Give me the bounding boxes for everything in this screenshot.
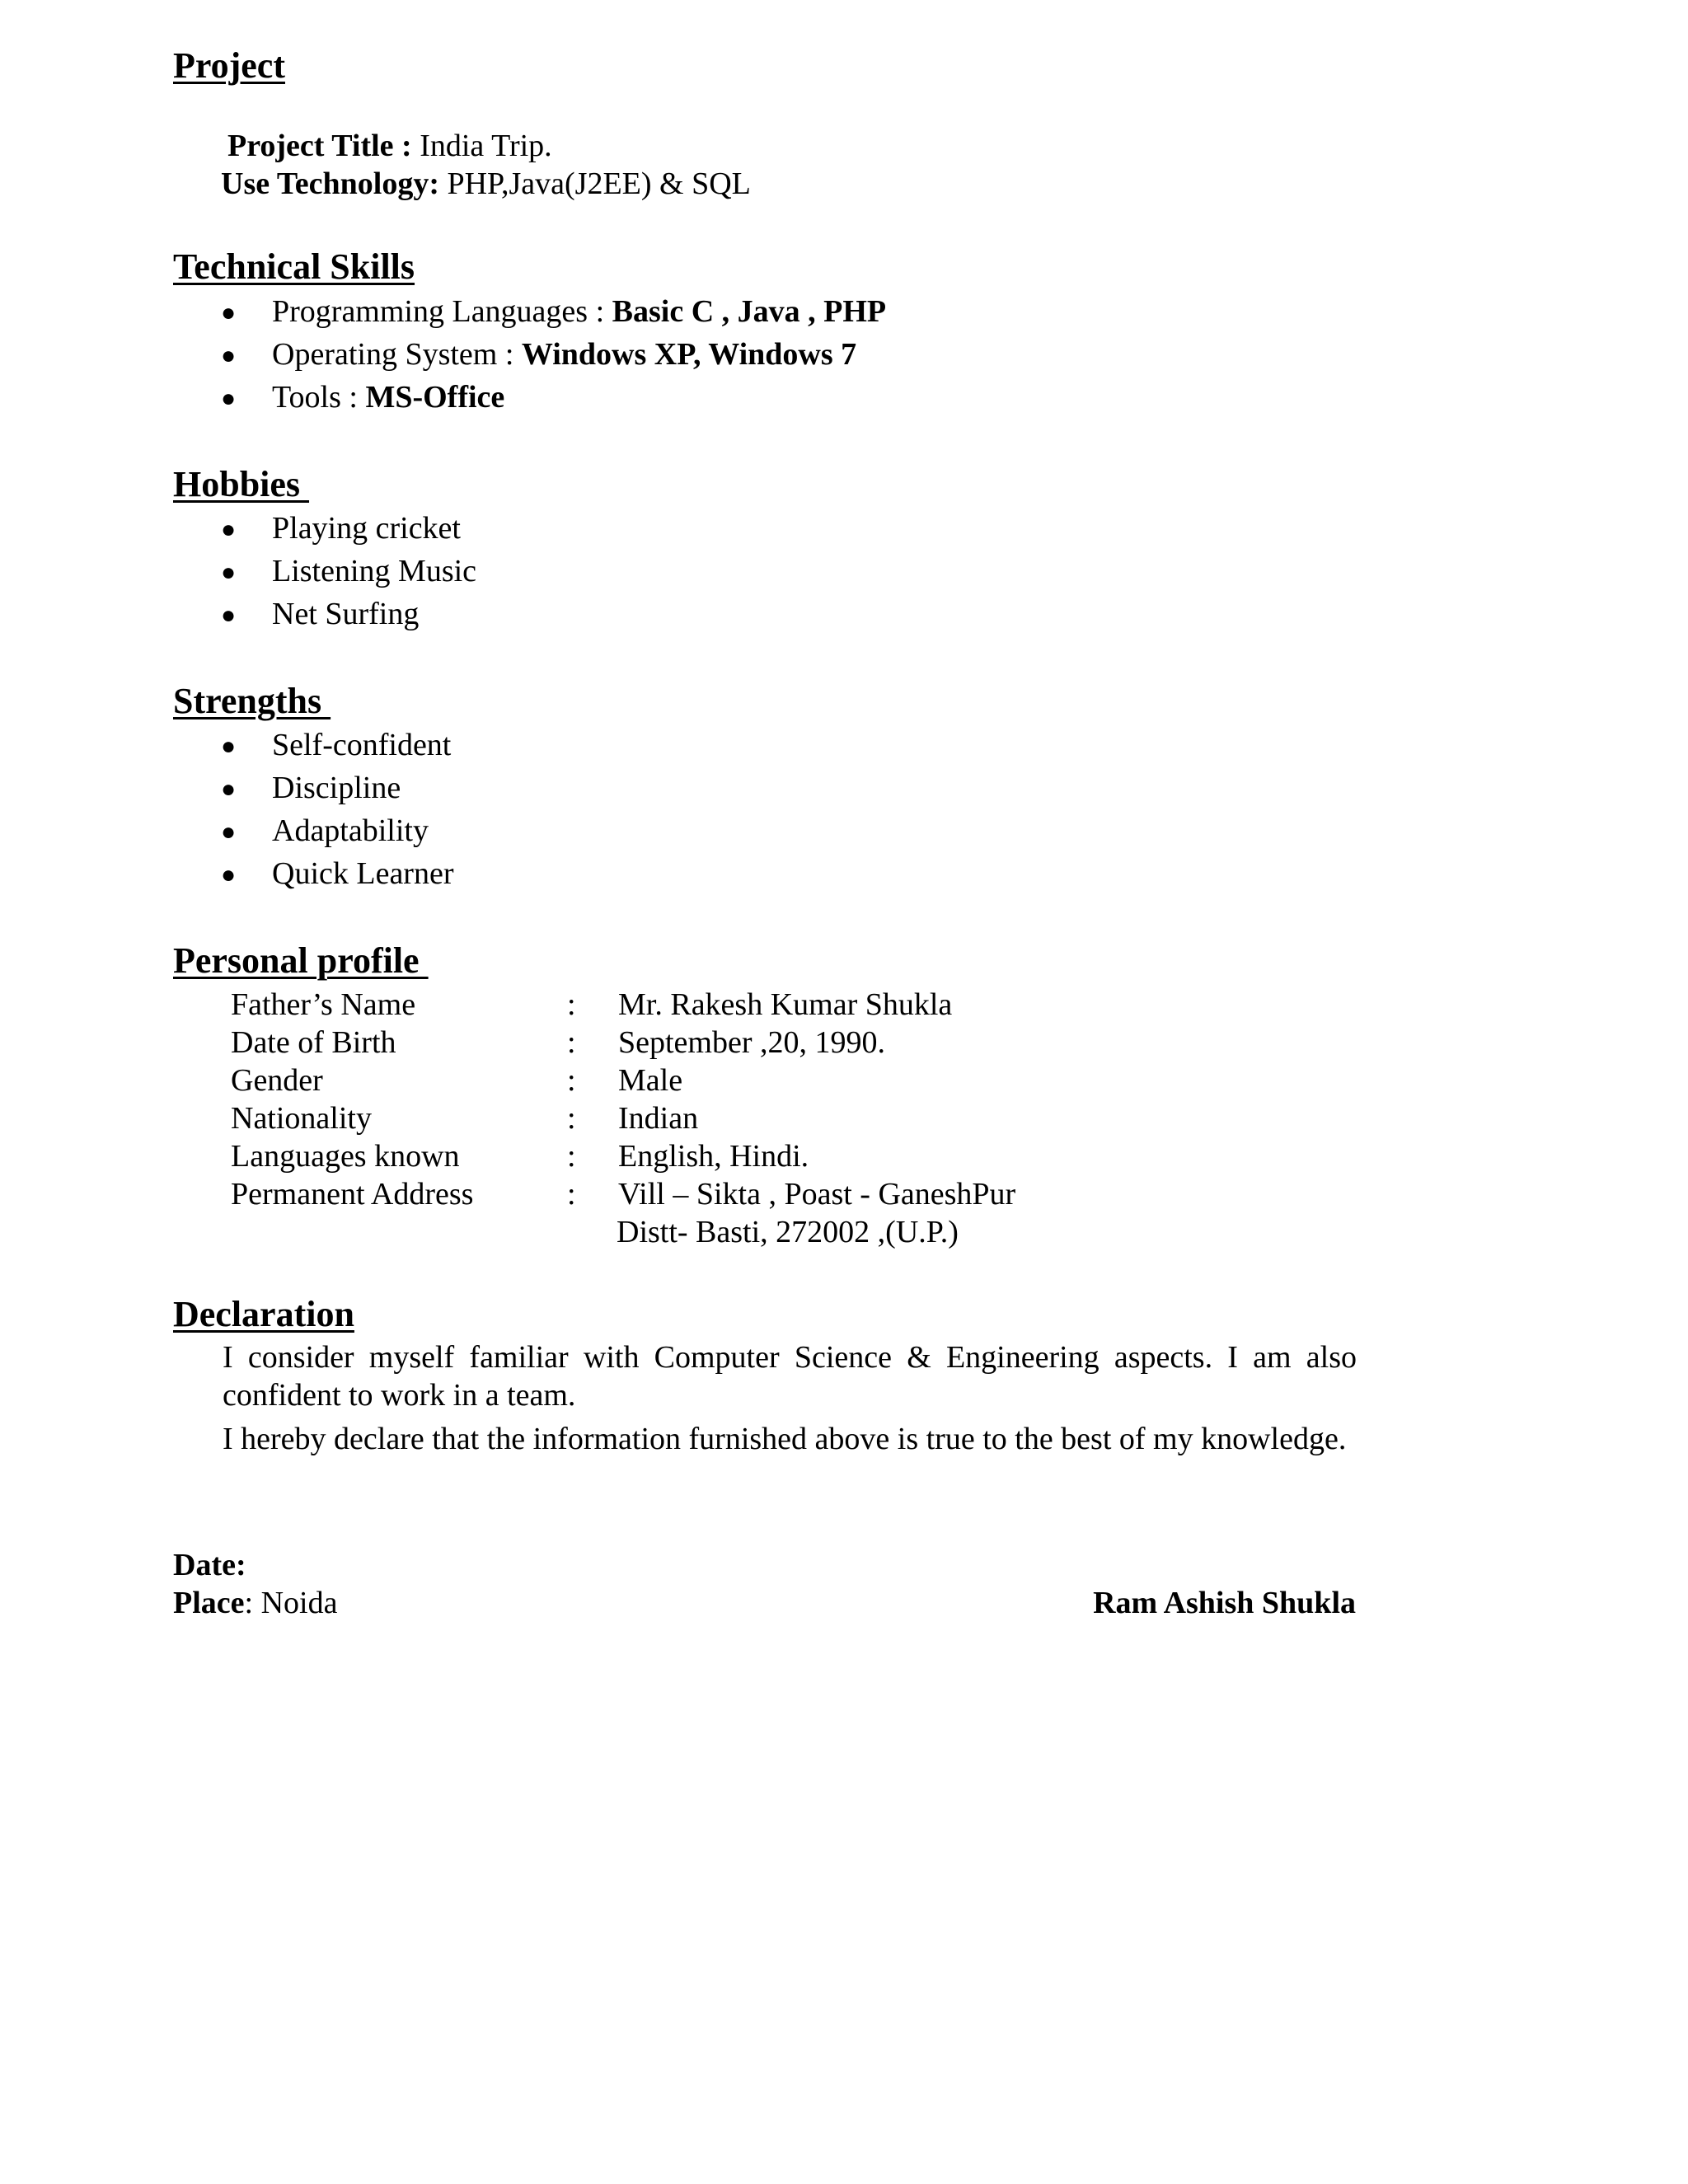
bullet-icon: ● [221,733,237,760]
strength-item: Quick Learner [272,856,454,891]
skill-label: Operating System : [272,337,522,372]
profile-value: September ,20, 1990. [618,1025,886,1060]
declaration-paragraph: I hereby declare that the information furnished above is true to the best of my knowledge. [223,1422,1347,1456]
profile-address-line2: Distt- Basti, 272002 ,(U.P.) [617,1215,959,1249]
hobby-item: Net Surfing [272,597,420,631]
declaration-heading: Declaration [173,1294,354,1334]
project-tech-line [221,168,751,199]
bullet-icon: ● [221,385,237,412]
profile-value: Indian [618,1101,699,1136]
profile-value: Male [618,1063,683,1098]
skill-value: Basic C , Java , PHP [612,294,887,329]
profile-separator: : [567,987,576,1022]
bullet-icon: ● [221,299,237,326]
profile-label: Gender [231,1063,323,1098]
project-tech-label: Use Technology: [221,166,439,201]
date-label: Date: [173,1548,246,1582]
profile-label: Nationality [231,1101,372,1136]
profile-label: Date of Birth [231,1025,396,1060]
strength-item: Adaptability [272,813,429,848]
skill-item [272,339,856,370]
skill-label: Programming Languages : [272,294,612,329]
technical-skills-heading: Technical Skills [173,246,415,287]
project-title-label: Project Title : [227,129,412,163]
bullet-icon: ● [221,516,237,543]
profile-separator: : [567,1025,576,1060]
place-line [173,1587,337,1619]
bullet-icon: ● [221,818,237,846]
project-heading: Project [173,45,285,86]
place-value: : Noida [244,1586,338,1620]
place-label: Place [173,1586,245,1620]
strength-item: Self-confident [272,728,452,762]
profile-separator: : [567,1177,576,1212]
profile-value: Vill – Sikta , Poast - GaneshPur [618,1177,1016,1212]
skill-item [272,382,504,413]
bullet-icon: ● [221,342,237,369]
bullet-icon: ● [221,559,237,586]
profile-value: English, Hindi. [618,1139,809,1174]
profile-label: Father’s Name [231,987,416,1022]
hobby-item: Playing cricket [272,511,461,546]
hobbies-heading: Hobbies [173,464,310,504]
bullet-icon: ● [221,776,237,803]
skill-value: MS-Office [365,380,505,415]
skill-value: Windows XP, Windows 7 [521,337,857,372]
signature-name: Ram Ashish Shukla [1093,1586,1356,1620]
profile-label: Permanent Address [231,1177,474,1212]
skill-label: Tools : [272,380,366,415]
project-title-value: India Trip. [411,129,552,163]
profile-value: Mr. Rakesh Kumar Shukla [618,987,953,1022]
profile-separator: : [567,1063,576,1098]
profile-separator: : [567,1139,576,1174]
skill-item [272,296,886,327]
profile-label: Languages known [231,1139,460,1174]
strengths-heading: Strengths [173,681,331,721]
bullet-icon: ● [221,861,237,888]
project-tech-value: PHP,Java(J2EE) & SQL [438,166,751,201]
personal-profile-heading: Personal profile [173,940,429,981]
strength-item: Discipline [272,771,401,805]
profile-separator: : [567,1101,576,1136]
hobby-item: Listening Music [272,554,477,588]
bullet-icon: ● [221,602,237,629]
declaration-paragraph: I consider myself familiar with Computer Science & Engineering aspects. I am also confident to work in a team. [223,1340,1357,1413]
project-title-line [227,130,552,162]
